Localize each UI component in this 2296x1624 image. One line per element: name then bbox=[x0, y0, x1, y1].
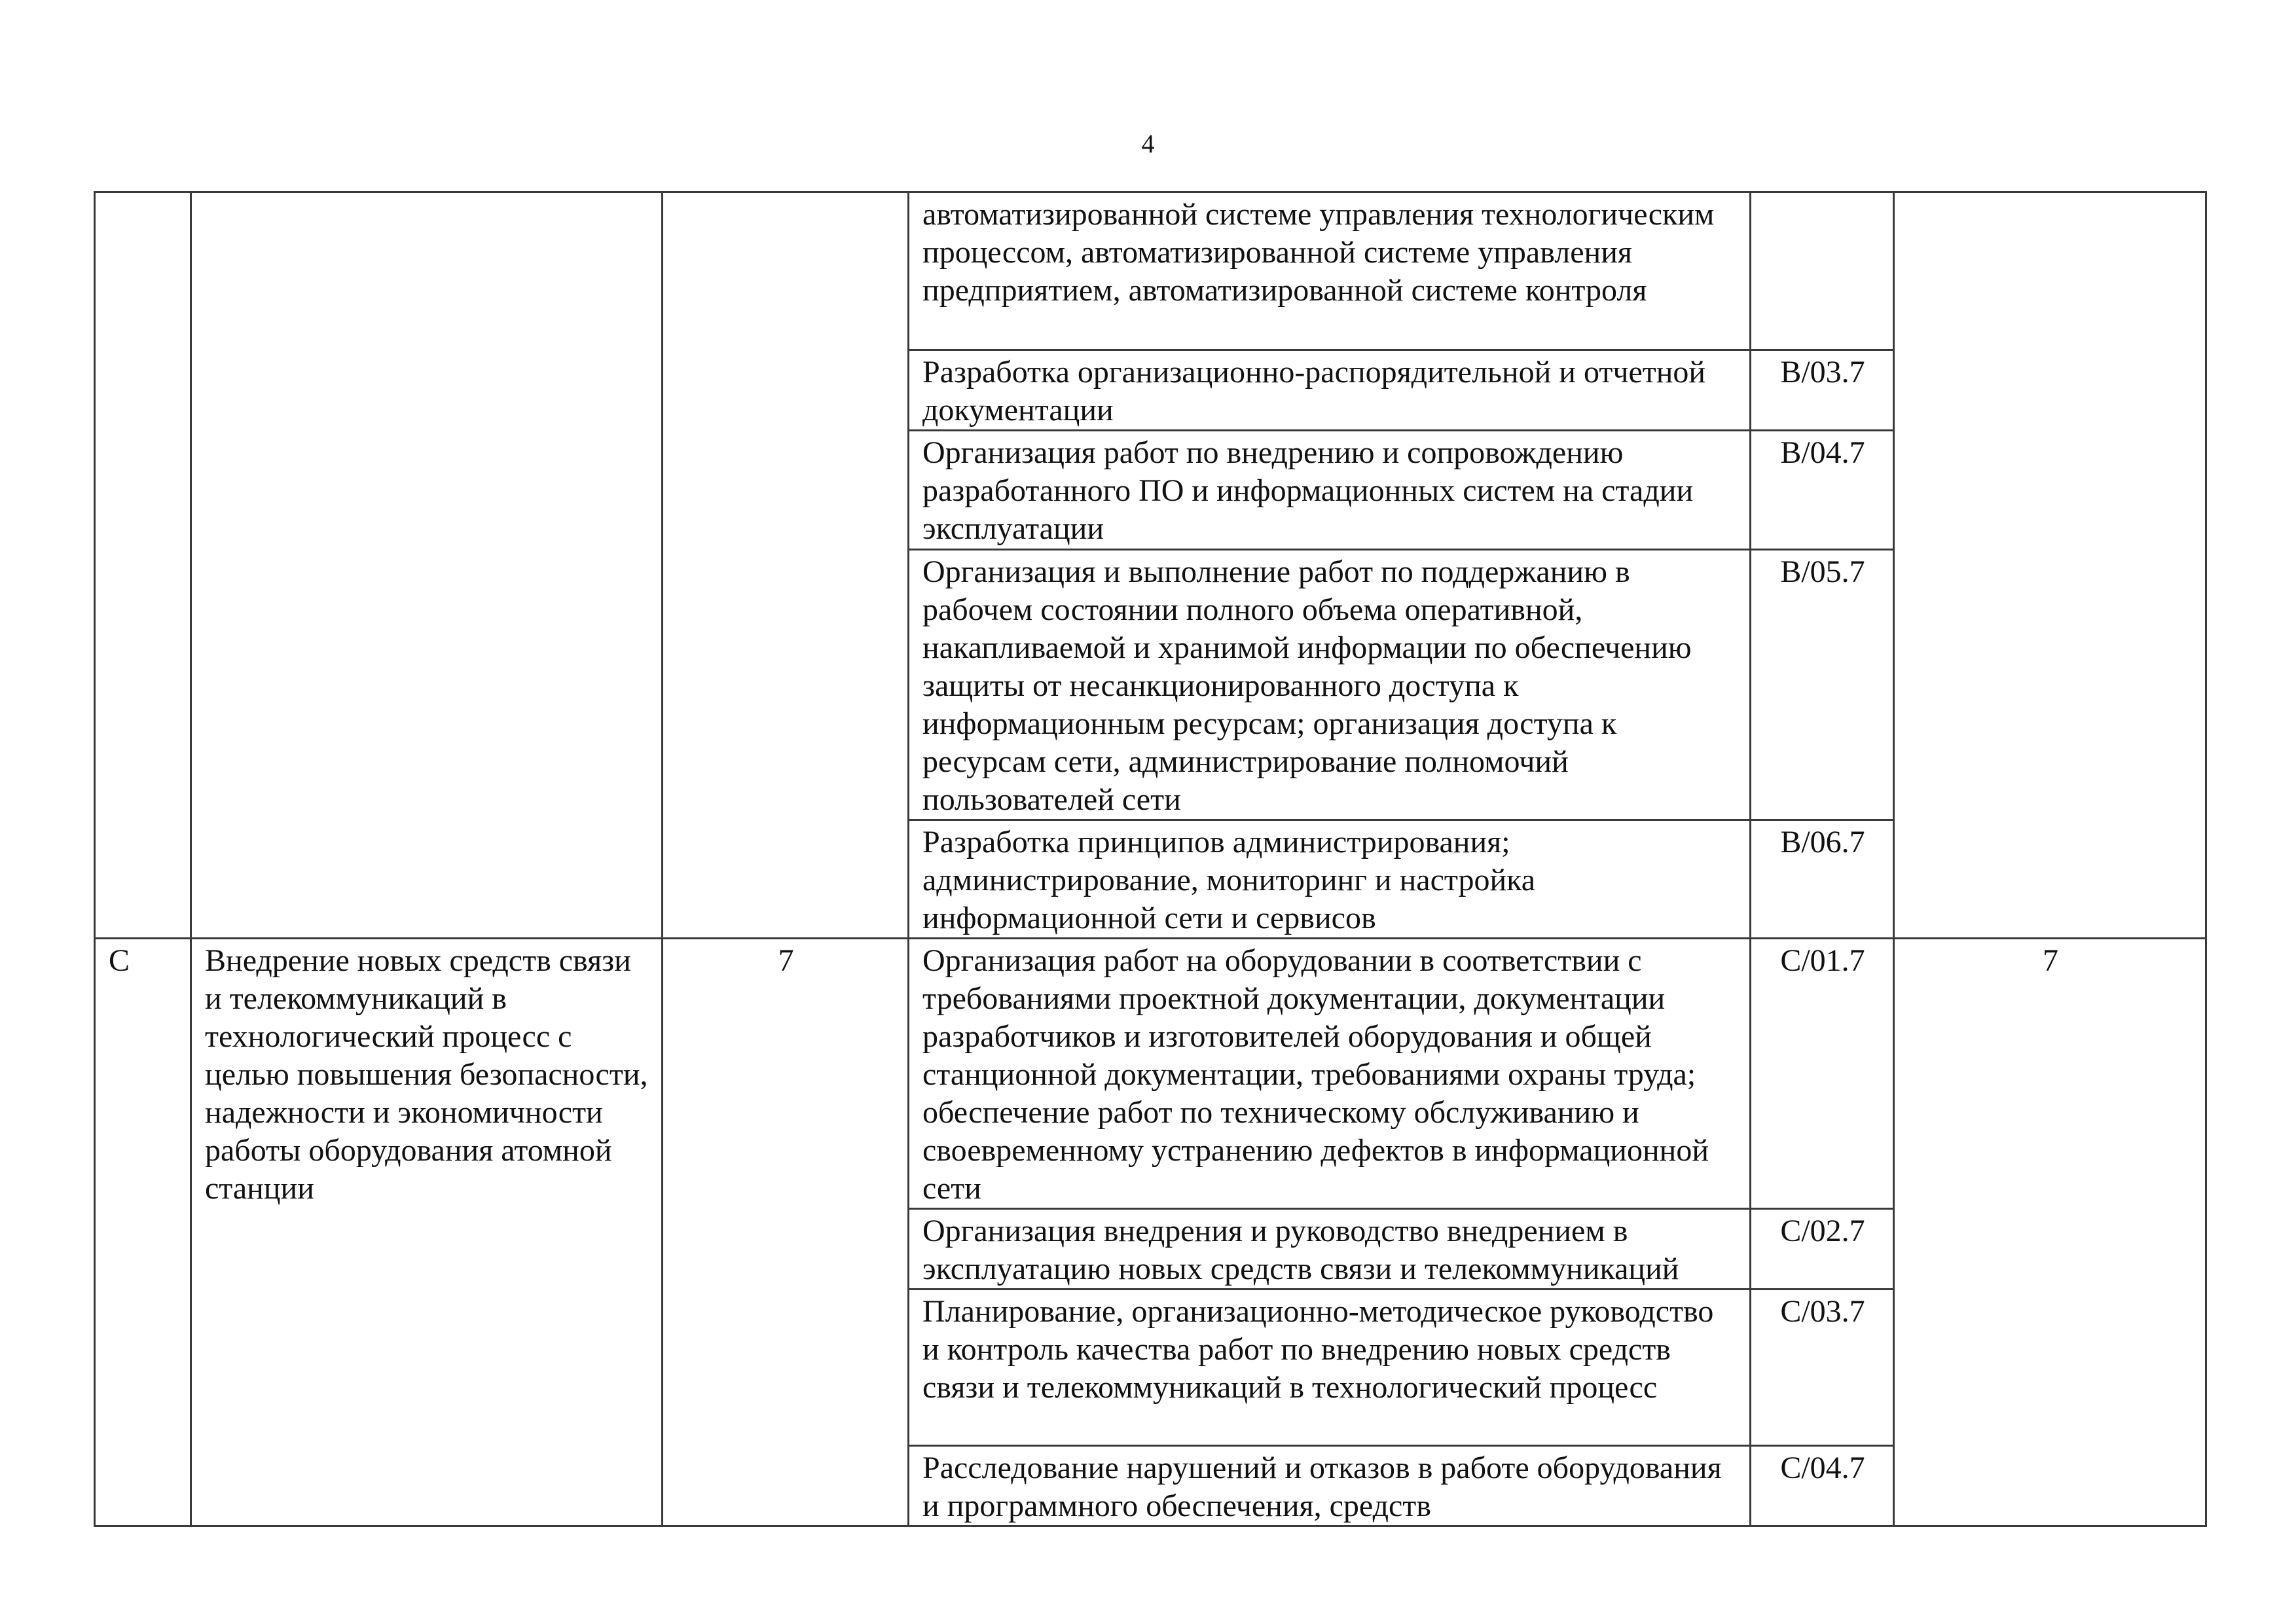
group-c-code: С bbox=[95, 939, 191, 1526]
function-name: Организация внедрения и руководство внедрением в эксплуатацию новых средств связи и телекоммуникаций bbox=[909, 1209, 1751, 1290]
table-row bbox=[95, 939, 2206, 1209]
group-b-sublevel-cell bbox=[1894, 192, 2206, 939]
function-name: Организация и выполнение работ по поддержанию в рабочем состоянии полного объема оперативной, накапливаемой и хранимой информации по обеспечению защиты от несанкционированного доступа к информационным ресурсам; организация доступа к ресурсам сети, администрирование полномочий пользователей сети bbox=[909, 550, 1751, 820]
function-name: Разработка принципов администрирования; администрирование, мониторинг и настройка информационной сети и сервисов bbox=[909, 820, 1751, 939]
function-code: В/03.7 bbox=[1751, 350, 1894, 431]
group-c-subqualification-level: 7 bbox=[1894, 939, 2206, 1526]
function-name: Планирование, организационно-методическое руководство и контроль качества работ по внедрению новых средств связи и телекоммуникаций в технологический процесс bbox=[909, 1290, 1751, 1446]
function-code: В/05.7 bbox=[1751, 550, 1894, 820]
table-row bbox=[95, 192, 2206, 350]
group-b-code-cell bbox=[95, 192, 191, 939]
function-code: С/04.7 bbox=[1751, 1446, 1894, 1526]
group-b-level-cell bbox=[663, 192, 909, 939]
function-code: В/04.7 bbox=[1751, 431, 1894, 550]
function-code bbox=[1751, 192, 1894, 350]
function-name: Расследование нарушений и отказов в работе оборудования и программного обеспечения, средств bbox=[909, 1446, 1751, 1526]
function-name: Организация работ на оборудовании в соответствии с требованиями проектной документации, документации разработчиков и изготовителей оборудования и общей станционной документации, требованиями охраны труда; обеспечение работ по техническому обслуживанию и своевременному устранению дефектов в информационной сети bbox=[909, 939, 1751, 1209]
function-code: С/01.7 bbox=[1751, 939, 1894, 1209]
function-code: В/06.7 bbox=[1751, 820, 1894, 939]
group-c-qualification-level: 7 bbox=[663, 939, 909, 1526]
function-code: С/02.7 bbox=[1751, 1209, 1894, 1290]
group-c-name: Внедрение новых средств связи и телекоммуникаций в технологический процесс с целью повышения безопасности, надежности и экономичности работы оборудования атомной станции bbox=[191, 939, 663, 1526]
group-b-name-cell bbox=[191, 192, 663, 939]
function-name: Организация работ по внедрению и сопровождению разработанного ПО и информационных систем на стадии эксплуатации bbox=[909, 431, 1751, 550]
professional-standard-table bbox=[94, 191, 2207, 1527]
function-name: Разработка организационно-распорядительной и отчетной документации bbox=[909, 350, 1751, 431]
function-name: автоматизированной системе управления технологическим процессом, автоматизированной системе управления предприятием, автоматизированной системе контроля bbox=[909, 192, 1751, 350]
page-number: 4 bbox=[1141, 129, 1155, 158]
function-code: С/03.7 bbox=[1751, 1290, 1894, 1446]
